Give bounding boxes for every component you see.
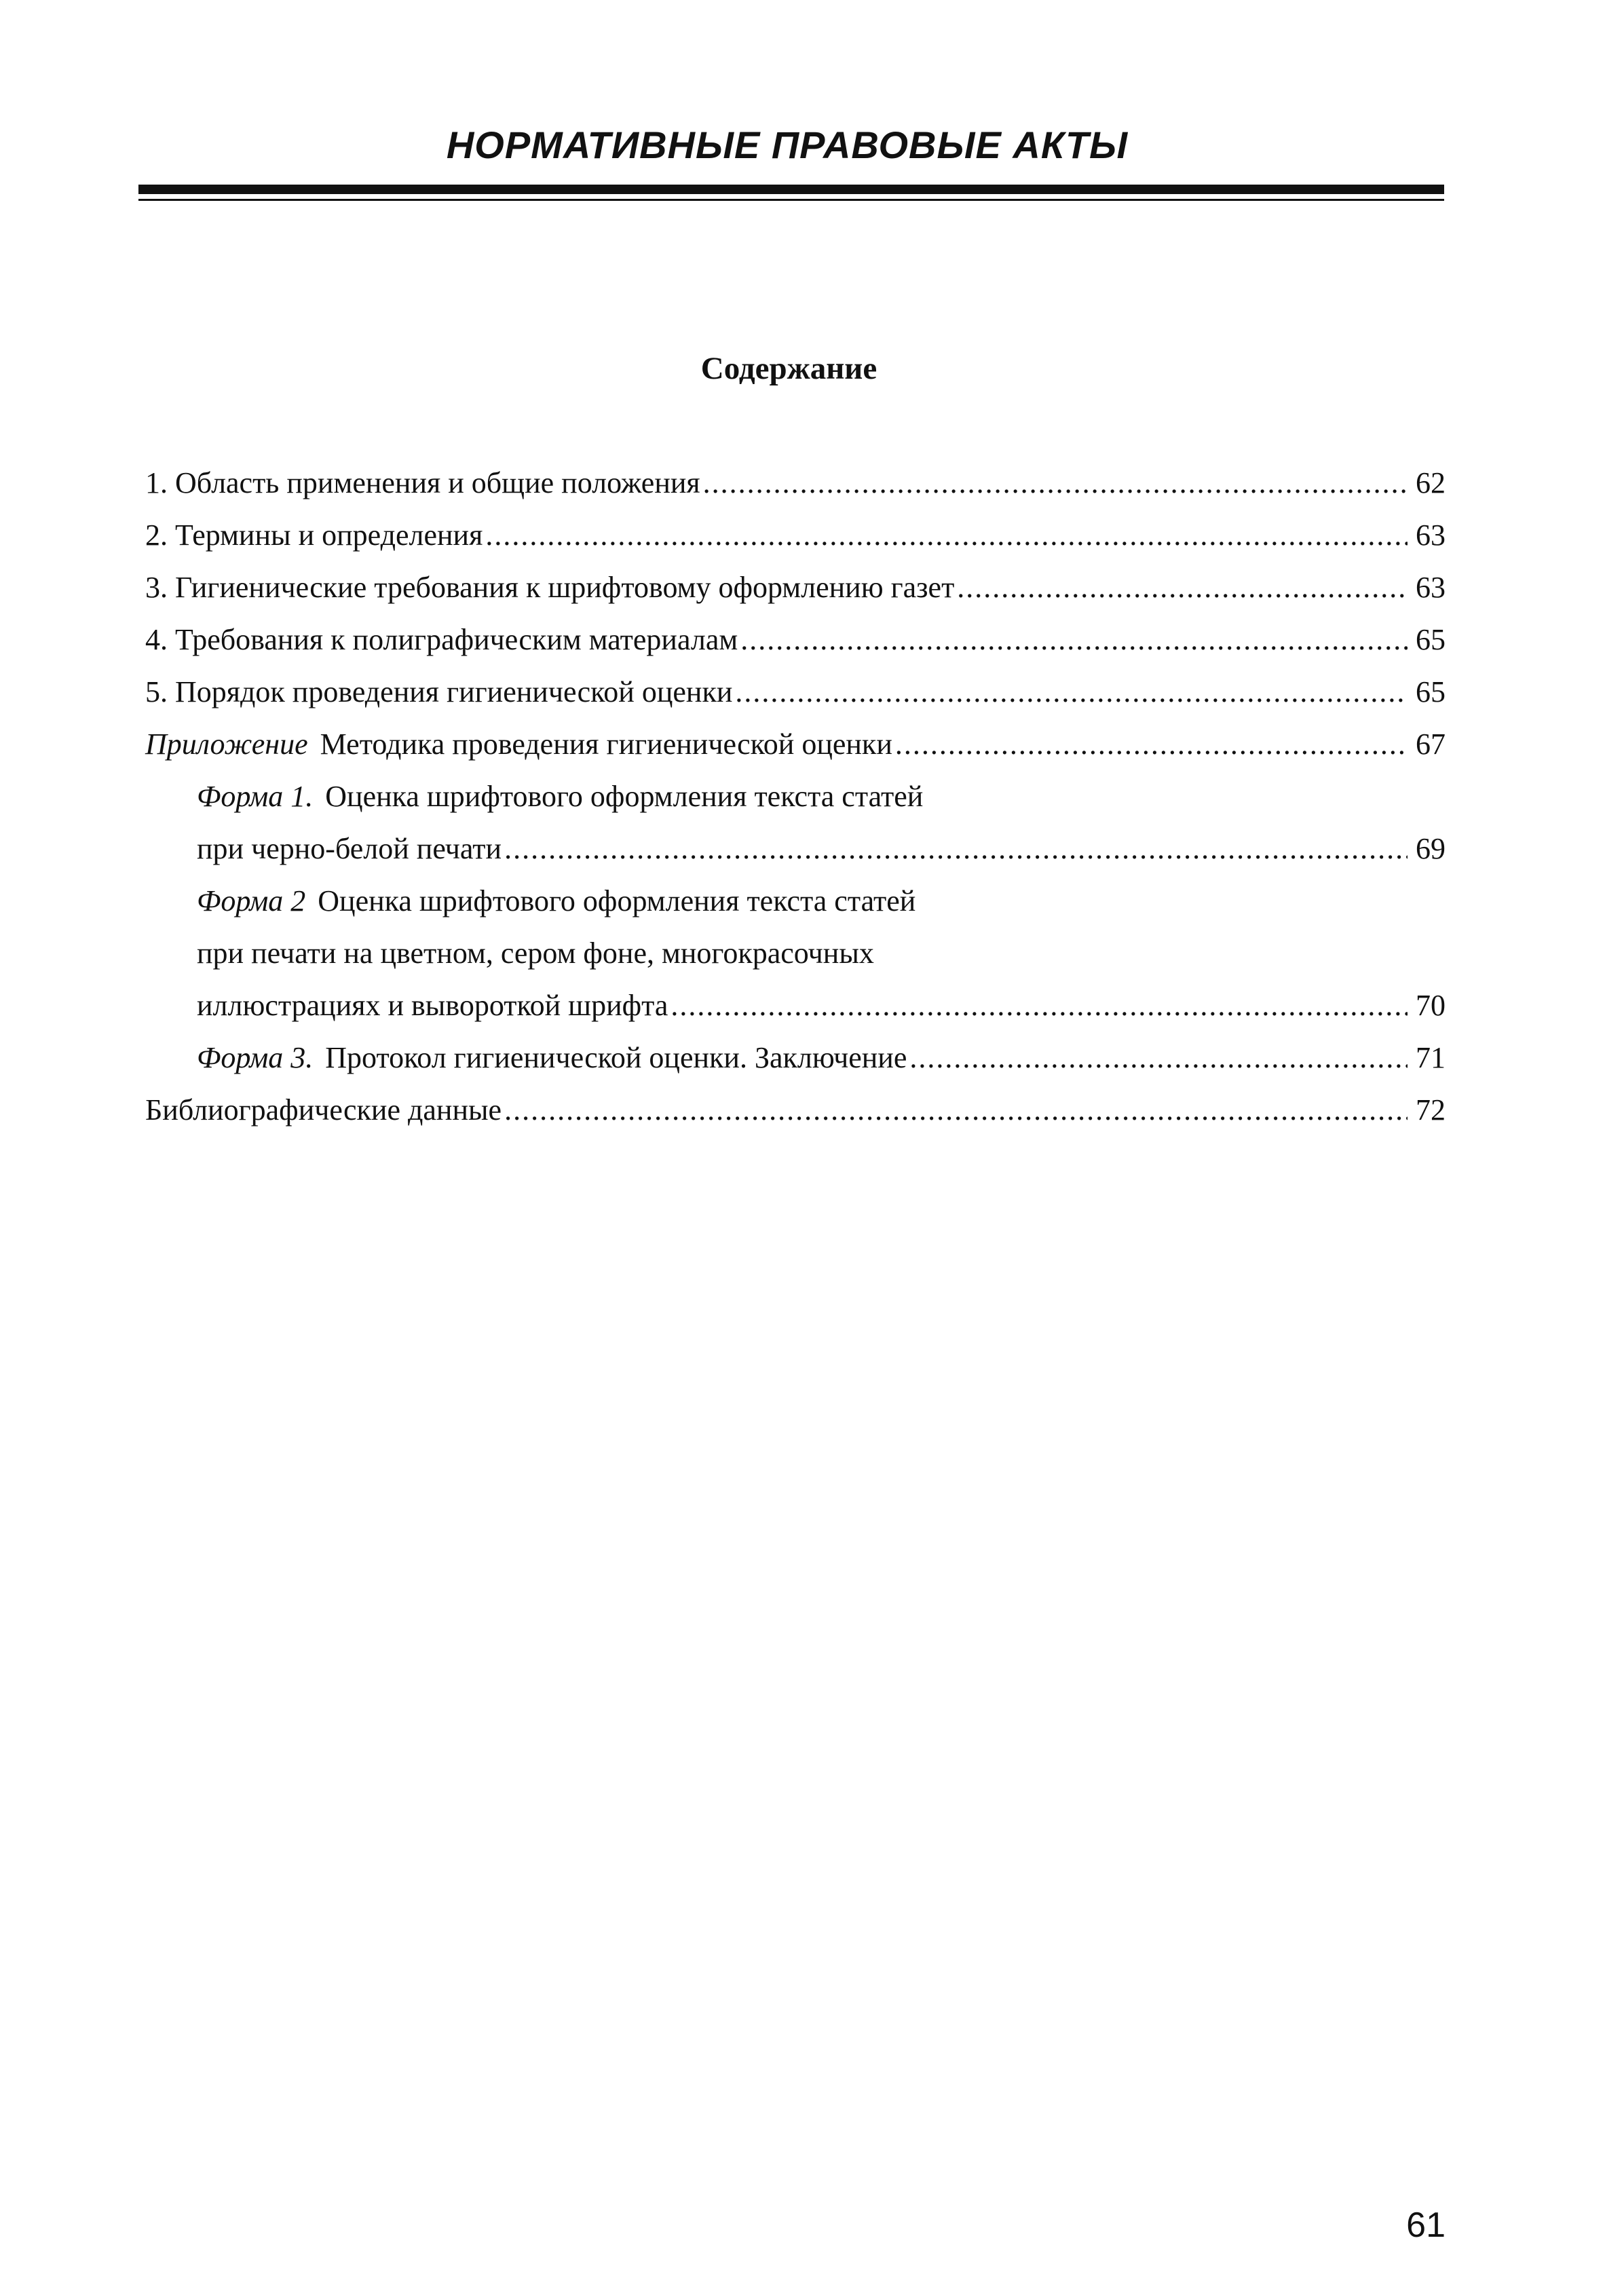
toc-entry-page: 65 — [1416, 623, 1446, 656]
toc-entry-page: 71 — [1416, 1041, 1446, 1074]
page-number: 61 — [1406, 2206, 1446, 2245]
dot-leader — [485, 516, 1408, 555]
toc-entry-page: 67 — [1416, 727, 1446, 761]
toc-entry[interactable] — [145, 464, 1446, 503]
dot-leader — [504, 829, 1408, 869]
toc-entry-title: 5. Порядок проведения гигиенической оценки — [145, 675, 733, 708]
toc-entry-page: 72 — [1416, 1093, 1446, 1127]
dot-leader — [504, 1091, 1408, 1130]
toc-entry-title: иллюстрациях и вывороткой шрифта — [197, 989, 668, 1022]
toc-entry-form-2-line-1[interactable] — [197, 882, 915, 921]
toc-entry[interactable] — [145, 673, 1446, 712]
dot-leader — [957, 568, 1408, 607]
toc-entry-title: 1. Область применения и общие положения — [145, 466, 700, 499]
toc-entry-page: 63 — [1416, 518, 1446, 552]
toc-entry-title: Оценка шрифтового оформления текста статей — [325, 780, 924, 813]
toc-entry-title: при черно-белой печати — [197, 832, 502, 865]
toc-entry-title: Протокол гигиенической оценки. Заключение — [325, 1041, 907, 1074]
toc-entry-page: 70 — [1416, 989, 1446, 1022]
dot-leader — [671, 986, 1408, 1025]
toc-entry-form-2-line-2 — [197, 934, 874, 973]
toc-entry-page: 65 — [1416, 675, 1446, 708]
running-header-title: НОРМАТИВНЫЕ ПРАВОВЫЕ АКТЫ — [446, 124, 1129, 166]
toc-entry-prefix: Форма 3. — [197, 1041, 314, 1074]
toc-entry-form-2-line-3[interactable] — [197, 986, 1446, 1025]
toc-entry[interactable] — [145, 620, 1446, 660]
toc-entry-prefix: Форма 1. — [197, 780, 314, 813]
toc-entry-form-1-line-2[interactable] — [197, 829, 1446, 869]
toc-entry-page: 63 — [1416, 571, 1446, 604]
toc-entry-page: 69 — [1416, 832, 1446, 865]
dot-leader — [895, 725, 1408, 764]
toc-entry-title: Оценка шрифтового оформления текста статей — [318, 884, 916, 918]
toc-entry-title: при печати на цветном, сером фоне, многокрасочных — [197, 937, 874, 970]
toc-entry-title: Библиографические данные — [145, 1093, 502, 1127]
toc-entry-title: 3. Гигиенические требования к шрифтовому оформлению газет — [145, 571, 955, 604]
toc-entry-title: Методика проведения гигиенической оценки — [320, 727, 892, 761]
toc-entry-title: 4. Требования к полиграфическим материалам — [145, 623, 738, 656]
toc-entry-bibliography[interactable] — [145, 1091, 1446, 1130]
toc-entry[interactable] — [145, 568, 1446, 607]
dot-leader — [740, 620, 1408, 660]
dot-leader — [735, 673, 1408, 712]
toc-entry-title: 2. Термины и определения — [145, 518, 483, 552]
dot-leader — [909, 1038, 1408, 1078]
toc-heading: Содержание — [700, 351, 877, 386]
toc-entry-appendix[interactable] — [145, 725, 1446, 764]
toc-entry-form-1-line-1[interactable] — [197, 777, 923, 816]
toc-entry-prefix: Приложение — [145, 727, 308, 761]
toc-entry-prefix: Форма 2 — [197, 884, 306, 918]
toc-entry[interactable] — [145, 516, 1446, 555]
toc-entry-page: 62 — [1416, 466, 1446, 499]
toc-entry-form-3[interactable] — [197, 1038, 1446, 1078]
dot-leader — [703, 464, 1408, 503]
